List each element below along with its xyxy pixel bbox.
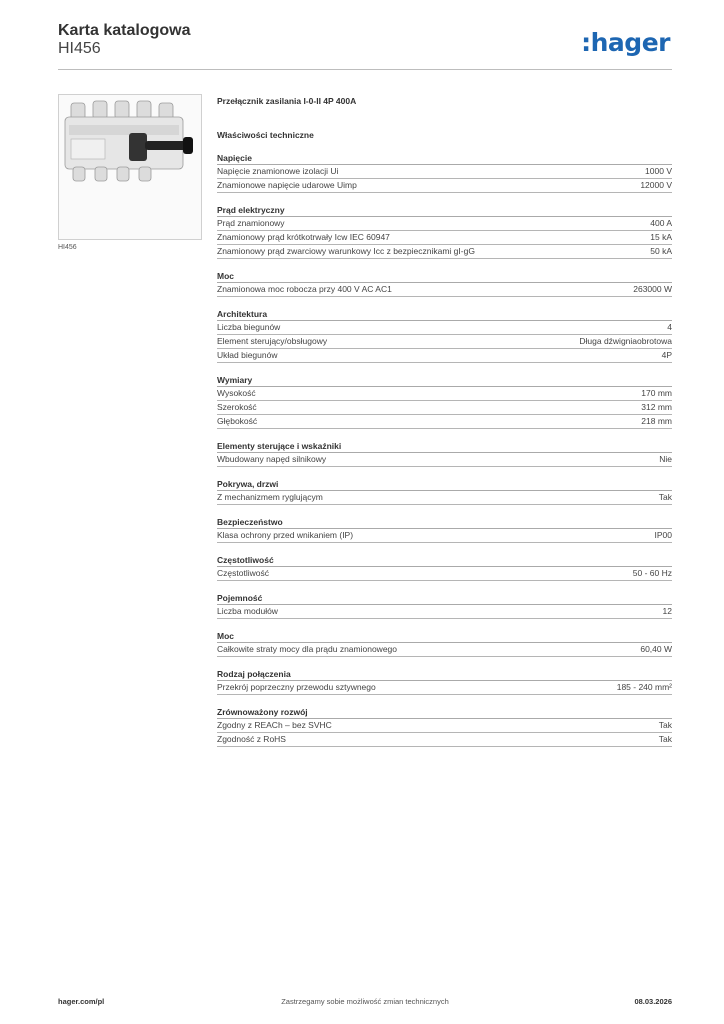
footer-date: 08.03.2026: [634, 997, 672, 1006]
spec-value: 4P: [661, 350, 672, 360]
spec-label: Głębokość: [217, 416, 258, 426]
spec-section: [217, 308, 672, 363]
spec-row: [217, 491, 672, 505]
image-caption: HI456: [58, 244, 77, 251]
spec-section: [217, 554, 672, 581]
spec-section: [217, 152, 672, 193]
spec-value: 12: [662, 606, 672, 616]
spec-row: [217, 401, 672, 415]
section-title: Moc: [217, 630, 672, 643]
section-title: Elementy sterujące i wskaźniki: [217, 440, 672, 453]
spec-section: [217, 270, 672, 297]
section-title: Bezpieczeństwo: [217, 516, 672, 529]
spec-value: 12000 V: [640, 180, 672, 190]
spec-row: [217, 349, 672, 363]
spec-row: [217, 681, 672, 695]
product-code: HI456: [58, 40, 101, 57]
spec-label: Zgodność z RoHS: [217, 734, 286, 744]
spec-value: 263000 W: [633, 284, 672, 294]
spec-row: [217, 335, 672, 349]
section-title: Pokrywa, drzwi: [217, 478, 672, 491]
document-title: Karta katalogowa: [58, 22, 191, 39]
spec-row: [217, 415, 672, 429]
spec-value: 50 - 60 Hz: [632, 568, 672, 578]
spec-value: 4: [667, 322, 672, 332]
section-title: Architektura: [217, 308, 672, 321]
spec-content: [217, 96, 672, 758]
section-title: Częstotliwość: [217, 554, 672, 567]
footer-website: hager.com/pl: [58, 997, 105, 1006]
spec-section: [217, 592, 672, 619]
spec-label: Napięcie znamionowe izolacji Ui: [217, 166, 339, 176]
spec-row: [217, 453, 672, 467]
spec-sections: [217, 152, 672, 747]
section-title: Rodzaj połączenia: [217, 668, 672, 681]
spec-row: [217, 217, 672, 231]
spec-label: Wbudowany napęd silnikowy: [217, 454, 327, 464]
spec-label: Przekrój poprzeczny przewodu sztywnego: [217, 682, 376, 692]
section-title: Napięcie: [217, 152, 672, 165]
section-title: Prąd elektryczny: [217, 204, 672, 217]
section-title: Wymiary: [217, 374, 672, 387]
spec-row: [217, 605, 672, 619]
spec-label: Wysokość: [217, 388, 256, 398]
spec-section: [217, 374, 672, 429]
product-title: Przełącznik zasilania I-0-II 4P 400A: [217, 96, 357, 106]
spec-section: [217, 630, 672, 657]
spec-value: Długa dźwigniaobrotowa: [579, 336, 672, 346]
spec-label: Układ biegunów: [217, 350, 278, 360]
spec-value: IP00: [654, 530, 672, 540]
spec-row: [217, 387, 672, 401]
spec-label: Liczba modułów: [217, 606, 278, 616]
spec-label: Z mechanizmem ryglującym: [217, 492, 323, 502]
spec-value: 1000 V: [645, 166, 672, 176]
spec-label: Znamionowy prąd krótkotrwały Icw IEC 60947: [217, 232, 390, 242]
section-title: Pojemność: [217, 592, 672, 605]
spec-section: [217, 668, 672, 695]
spec-row: [217, 733, 672, 747]
spec-value: 170 mm: [641, 388, 672, 398]
spec-row: [217, 321, 672, 335]
spec-value: 185 - 240 mm²: [616, 682, 672, 692]
spec-row: [217, 283, 672, 297]
spec-value: Tak: [658, 492, 672, 502]
spec-row: [217, 245, 672, 259]
spec-value: Tak: [658, 720, 672, 730]
product-image: [58, 94, 202, 240]
spec-value: 50 kA: [650, 246, 672, 256]
spec-section: [217, 516, 672, 543]
spec-row: [217, 231, 672, 245]
spec-label: Częstotliwość: [217, 568, 269, 578]
spec-section: [217, 478, 672, 505]
hager-logo: :hager: [581, 28, 670, 57]
page-footer: [58, 997, 672, 1011]
spec-value: Tak: [658, 734, 672, 744]
spec-label: Element sterujący/obsługowy: [217, 336, 328, 346]
spec-label: Liczba biegunów: [217, 322, 281, 332]
spec-section: [217, 706, 672, 747]
spec-row: [217, 179, 672, 193]
spec-section: [217, 440, 672, 467]
spec-row: [217, 567, 672, 581]
spec-label: Szerokość: [217, 402, 257, 412]
spec-label: Prąd znamionowy: [217, 218, 285, 228]
spec-section: [217, 204, 672, 259]
page-header: [58, 20, 672, 70]
spec-row: [217, 719, 672, 733]
spec-label: Znamionowa moc robocza przy 400 V AC AC1: [217, 284, 392, 294]
spec-row: [217, 643, 672, 657]
spec-label: Znamionowy prąd zwarciowy warunkowy Icc z bezpiecznikami gI-gG: [217, 246, 475, 256]
spec-value: 60,40 W: [640, 644, 672, 654]
spec-value: 218 mm: [641, 416, 672, 426]
spec-value: 15 kA: [650, 232, 672, 242]
spec-value: 400 A: [650, 218, 672, 228]
spec-row: [217, 165, 672, 179]
switch-disconnector-illustration: [59, 95, 201, 239]
section-title: Zrównoważony rozwój: [217, 706, 672, 719]
spec-row: [217, 529, 672, 543]
spec-value: Nie: [659, 454, 672, 464]
section-title: Moc: [217, 270, 672, 283]
footer-disclaimer: Zastrzegamy sobie możliwość zmian technicznych: [281, 997, 449, 1006]
technical-properties-heading: Właściwości techniczne: [217, 130, 314, 140]
spec-label: Klasa ochrony przed wnikaniem (IP): [217, 530, 354, 540]
spec-value: 312 mm: [641, 402, 672, 412]
spec-label: Zgodny z REACh – bez SVHC: [217, 720, 332, 730]
spec-label: Znamionowe napięcie udarowe Uimp: [217, 180, 357, 190]
spec-label: Całkowite straty mocy dla prądu znamionowego: [217, 644, 398, 654]
